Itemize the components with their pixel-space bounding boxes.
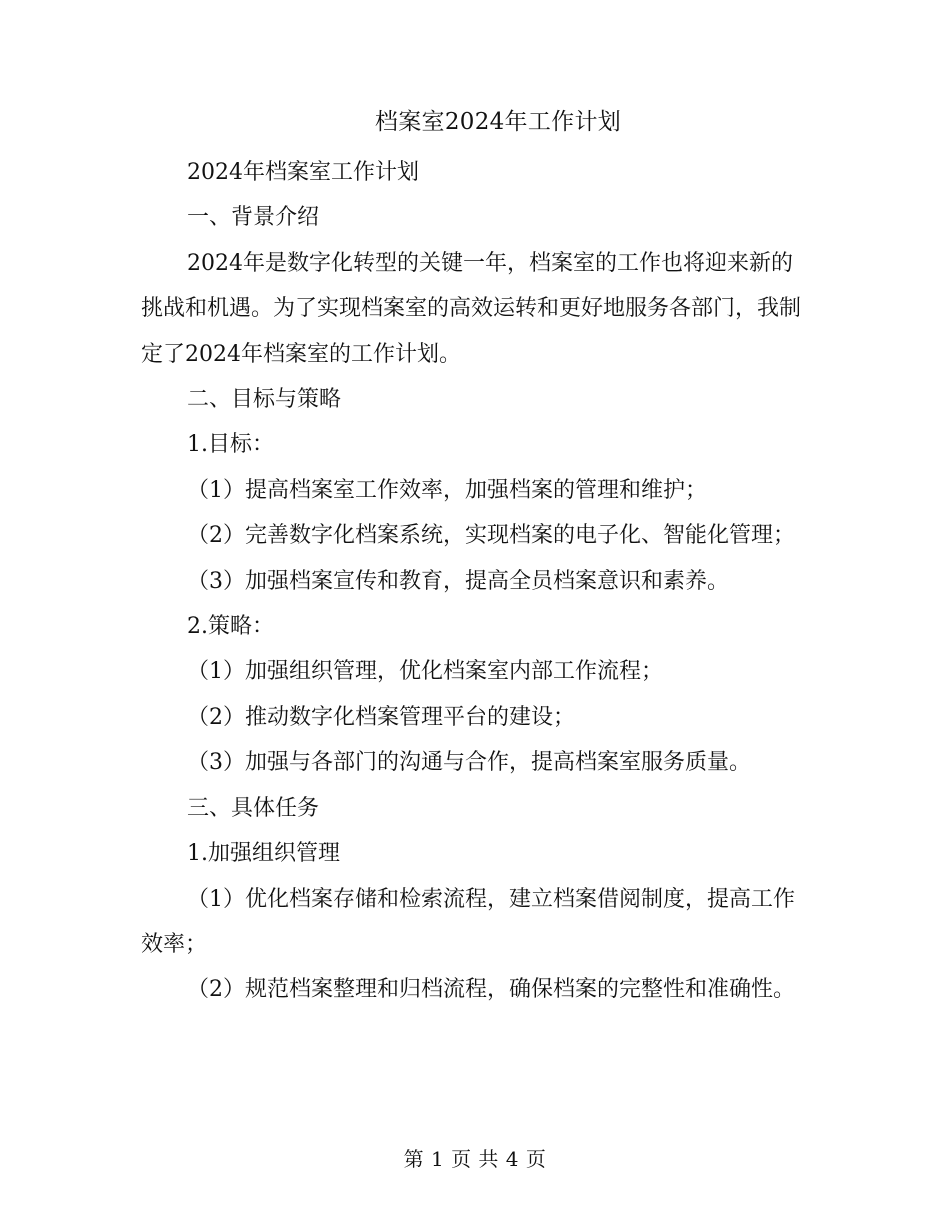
background-paragraph: 2024年是数字化转型的关键一年，档案室的工作也将迎来新的挑战和机遇。为了实现档案室的高效运转和更好地服务各部门，我制定了2024年档案室的工作计划。 xyxy=(141,250,802,367)
goal-item-3: （3）加强档案宣传和教育，提高全员档案意识和素养。 xyxy=(187,568,729,594)
document-title: 档案室2024年工作计划 xyxy=(374,109,622,135)
plan-heading: 2024年档案室工作计划 xyxy=(187,160,419,185)
section-heading-tasks: 三、具体任务 xyxy=(187,795,320,821)
page-footer: 第 1 页 共 4 页 xyxy=(403,1147,547,1171)
strategy-item-3: （3）加强与各部门的沟通与合作，提高档案室服务质量。 xyxy=(187,750,751,776)
subheading-strategy: 2.策略： xyxy=(187,614,274,640)
subheading-organization: 1.加强组织管理 xyxy=(187,841,340,867)
goal-item-1: （1）提高档案室工作效率，加强档案的管理和维护； xyxy=(187,477,707,503)
task-item-2: （2）规范档案整理和归档流程，确保档案的完整性和准确性。 xyxy=(187,977,795,1003)
section-heading-background: 一、背景介绍 xyxy=(187,205,320,231)
strategy-item-1: （1）加强组织管理，优化档案室内部工作流程； xyxy=(187,659,663,685)
subheading-goals: 1.目标： xyxy=(187,432,274,458)
goal-item-2: （2）完善数字化档案系统，实现档案的电子化、智能化管理； xyxy=(187,523,795,549)
task-item-1: （1）优化档案存储和检索流程，建立档案借阅制度，提高工作效率； xyxy=(141,886,795,957)
document-body xyxy=(141,150,809,1013)
strategy-item-2: （2）推动数字化档案管理平台的建设； xyxy=(187,704,575,730)
section-heading-goals-strategy: 二、目标与策略 xyxy=(187,387,342,413)
